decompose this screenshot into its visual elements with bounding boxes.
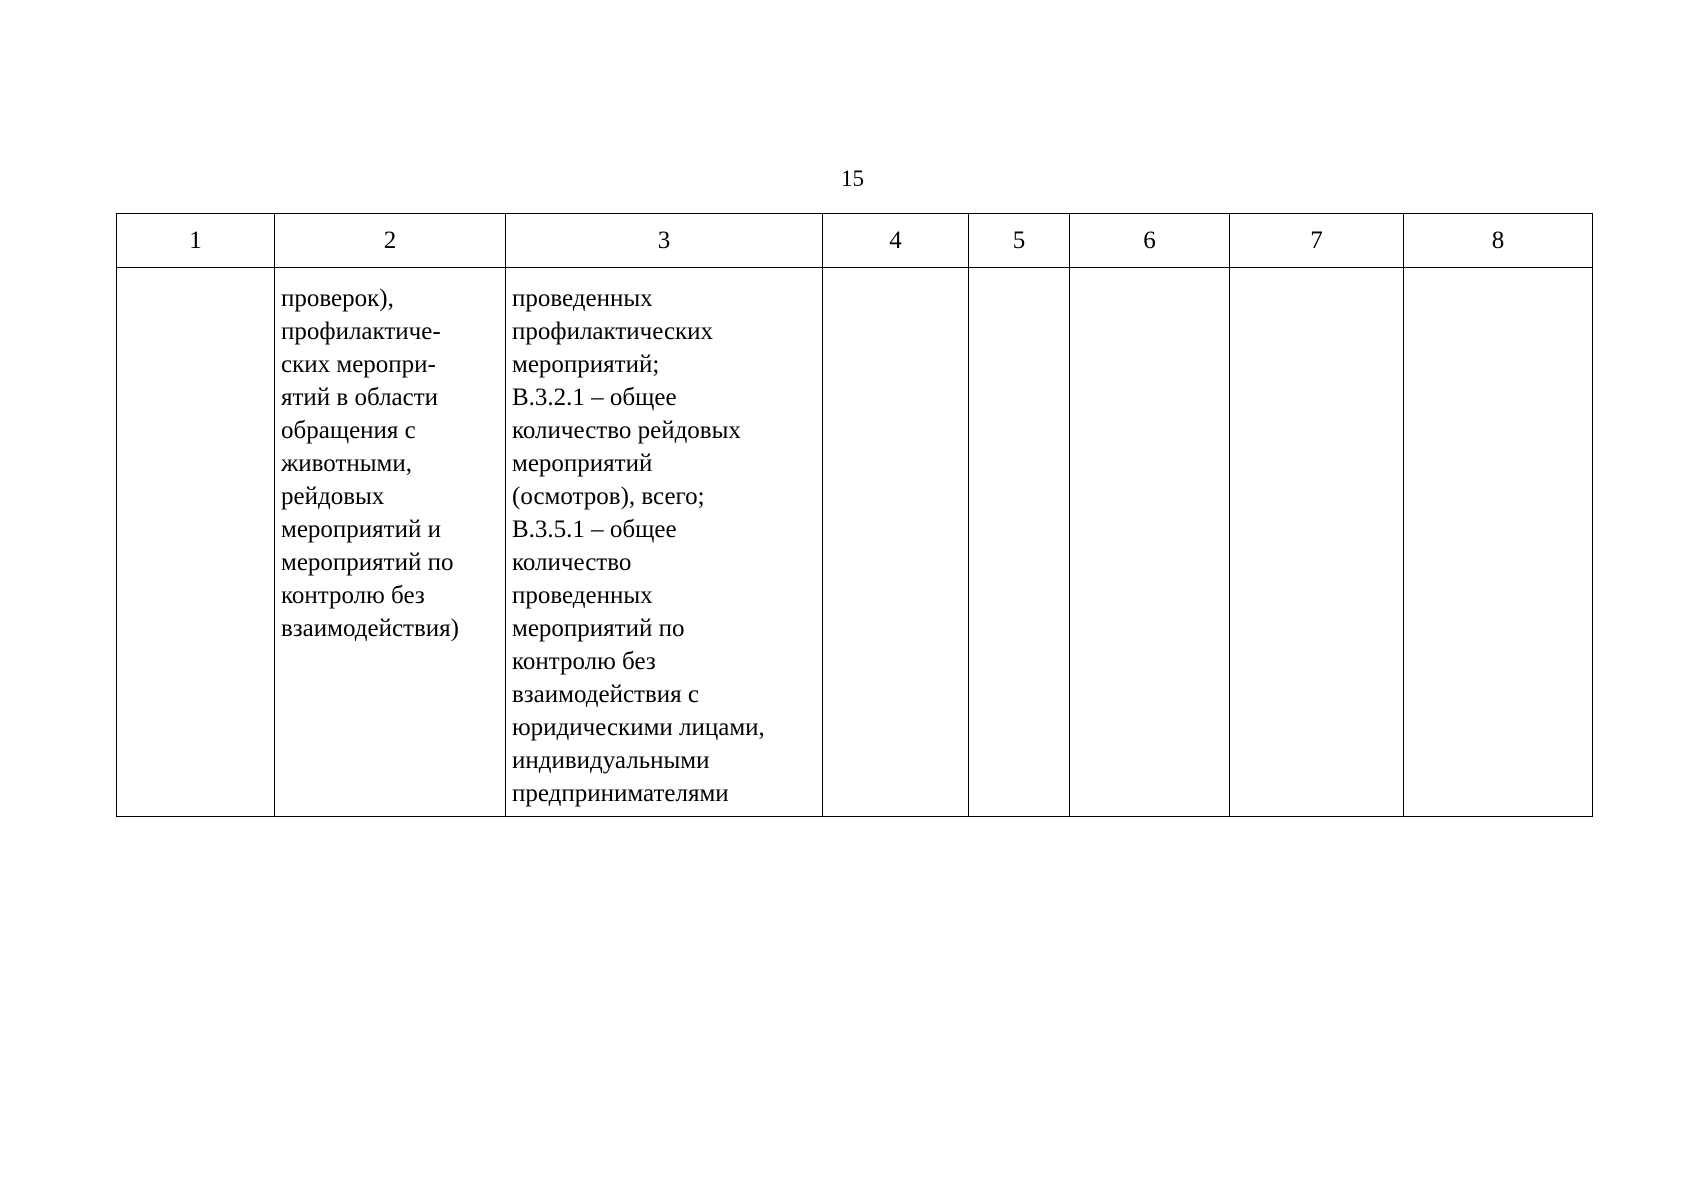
column-header-7: 7 <box>1230 214 1404 268</box>
data-table <box>116 213 1593 817</box>
cell-col5 <box>969 268 1070 817</box>
column-header-4: 4 <box>823 214 969 268</box>
column-header-1: 1 <box>117 214 275 268</box>
cell-col4-text <box>823 268 968 282</box>
cell-col8 <box>1404 268 1593 817</box>
cell-col4 <box>823 268 969 817</box>
column-header-2: 2 <box>275 214 506 268</box>
column-header-8: 8 <box>1404 214 1593 268</box>
cell-col7-text <box>1230 268 1403 282</box>
cell-col1 <box>117 268 275 817</box>
cell-col8-text <box>1404 268 1592 282</box>
cell-col3-text: проведенных профилактических мероприятий; В.3.2.1 – общее количество рейдовых мероприятий (осмотров), всего; В.3.5.1 – общее количество проведенных мероприятий по контролю без взаимодействия с юридическими лицами, индивидуальными предпринимателями <box>512 285 765 807</box>
cell-col5-text <box>969 268 1069 282</box>
cell-col3 <box>506 268 823 817</box>
cell-col2 <box>275 268 506 817</box>
header-row <box>117 214 1593 268</box>
column-header-3: 3 <box>506 214 823 268</box>
column-header-5: 5 <box>969 214 1070 268</box>
cell-col1-text <box>117 268 274 282</box>
page-number <box>0 166 1697 192</box>
cell-col6 <box>1070 268 1230 817</box>
table-row <box>117 268 1593 817</box>
page-number-text: 15 <box>841 166 864 191</box>
column-header-6: 6 <box>1070 214 1230 268</box>
cell-col6-text <box>1070 268 1229 282</box>
cell-col7 <box>1230 268 1404 817</box>
cell-col2-text: проверок), профилактиче- ских меропри- ятий в области обращения с животными, рейдовых мероприятий и мероприятий по контролю без взаимодействия) <box>281 285 459 642</box>
